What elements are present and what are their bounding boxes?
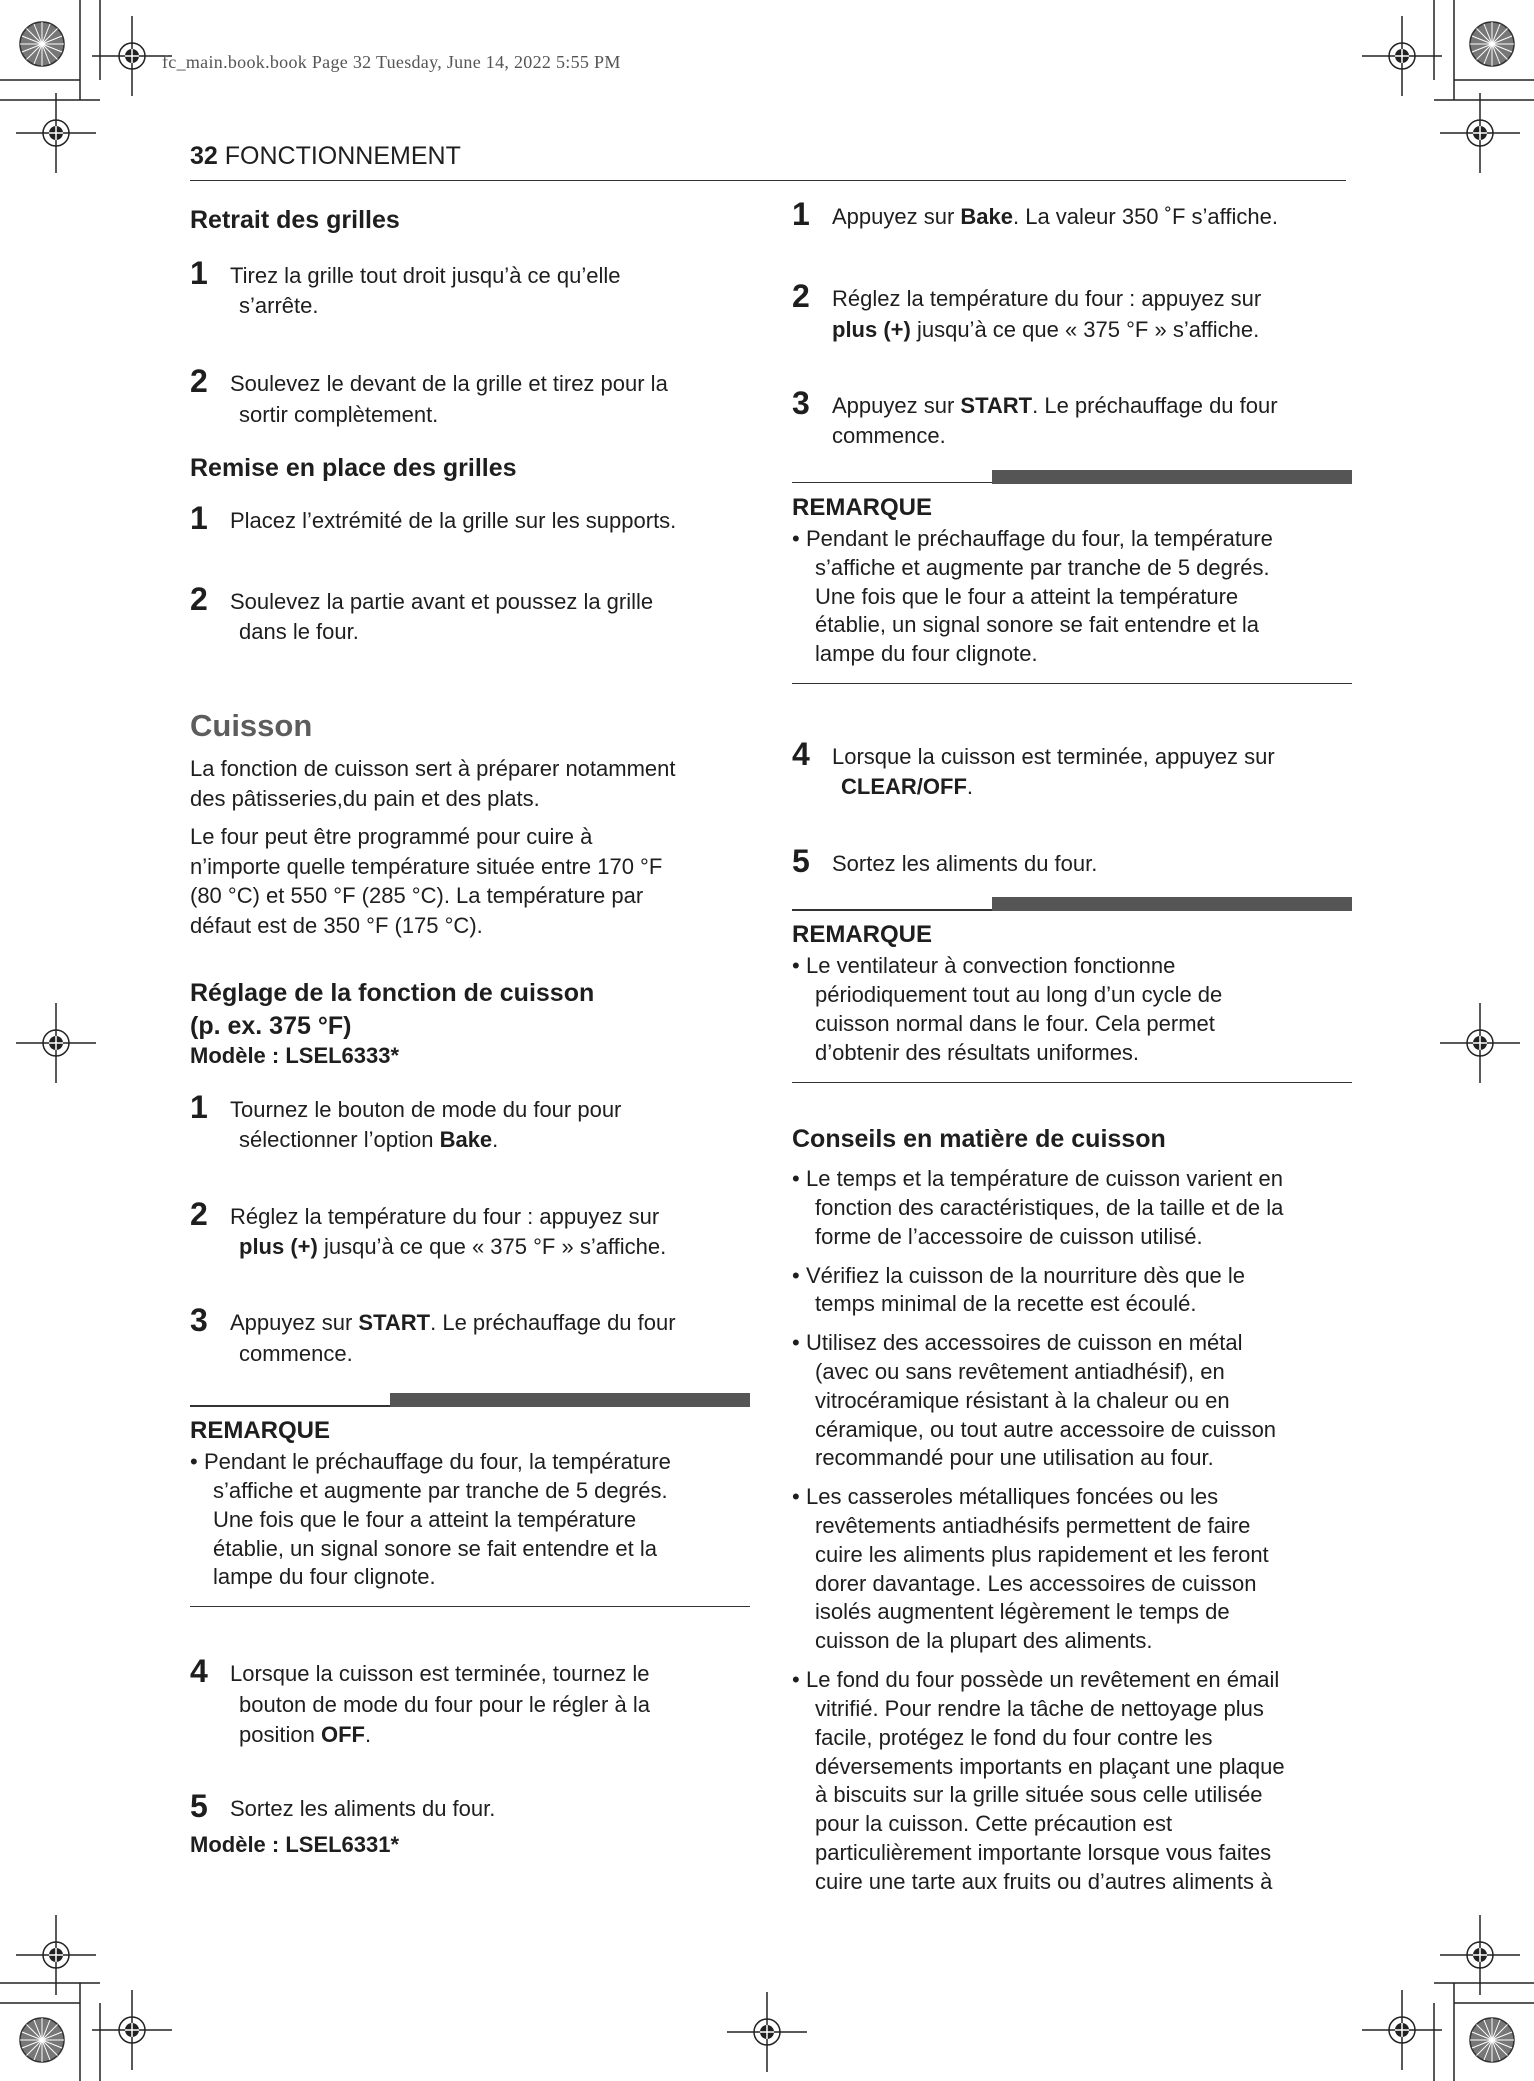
text-run: sélectionner l’option — [239, 1127, 440, 1153]
reglage-step-3 — [190, 1304, 750, 1369]
right-step-5 — [792, 842, 1352, 879]
section-cuisson — [190, 706, 750, 942]
section-retrait — [190, 204, 750, 430]
step-line: Tournez le bouton de mode du four pour — [230, 1096, 622, 1122]
bullet-line: cuire les aliments plus rapidement et les feront — [815, 1541, 1269, 1567]
remarque-bullet — [792, 525, 1352, 669]
key-label: START — [960, 393, 1033, 419]
bullet-text — [806, 1483, 1352, 1656]
remarque-rule — [190, 1393, 750, 1407]
remarque-rule — [792, 470, 1352, 484]
step-text — [832, 387, 1278, 452]
bullet-line: Le temps et la température de cuisson varient en — [806, 1166, 1283, 1192]
bullet-line: temps minimal de la recette est écoulé. — [815, 1291, 1197, 1317]
bullet-line: isolés augmentent légèrement le temps de — [815, 1599, 1230, 1625]
section-conseils — [792, 1123, 1352, 1897]
bullet-dot: • — [792, 1330, 800, 1356]
bullet-line: vitrifié. Pour rendre la tâche de nettoyage plus — [815, 1695, 1264, 1721]
para-line: La fonction de cuisson sert à préparer notamment — [190, 755, 676, 781]
step-number: 1 — [190, 500, 208, 537]
step-text — [230, 583, 653, 648]
reglage-step-2 — [190, 1195, 750, 1263]
text-run: . — [966, 774, 974, 800]
key-label: plus (+) — [832, 316, 911, 342]
bullet-text — [204, 1448, 750, 1592]
step-number: 4 — [190, 1653, 208, 1690]
section-reglage — [190, 977, 750, 1369]
step-line: Soulevez la partie avant et poussez la grille — [230, 588, 654, 614]
cuisson-intro — [190, 754, 750, 814]
bullet-line: forme de l’accessoire de cuisson utilisé. — [815, 1223, 1203, 1249]
step-text — [832, 738, 1275, 803]
bullet-line: Le fond du four possède un revêtement en émail — [806, 1667, 1280, 1693]
bullet-line: lampe du four clignote. — [815, 641, 1038, 667]
conseil-bullet-4 — [792, 1483, 1352, 1656]
section-remise — [190, 452, 750, 648]
step-number: 2 — [190, 363, 208, 400]
bullet-dot: • — [792, 953, 800, 979]
remarque-box-left — [190, 1393, 750, 1607]
bullet-dot: • — [190, 1449, 198, 1475]
text-run: jusqu’à ce que « 375 °F » s’affiche. — [910, 316, 1260, 342]
page-header — [190, 136, 1346, 181]
step-number: 1 — [190, 254, 208, 291]
step-line: bouton de mode du four pour le régler à la — [239, 1691, 650, 1717]
bullet-line: Une fois que le four a atteint la température — [213, 1506, 637, 1532]
step-number: 4 — [792, 736, 810, 773]
bullet-line: déversements importants en plaçant une plaque — [815, 1753, 1285, 1779]
conseil-bullet-1 — [792, 1165, 1352, 1251]
corner-mark-top-left — [0, 0, 172, 173]
remarque-box-right-1 — [792, 470, 1352, 684]
text-run: . — [364, 1721, 372, 1747]
step-number: 5 — [190, 1788, 208, 1825]
bottom-center-mark — [727, 1992, 807, 2072]
retrait-step-1 — [190, 254, 750, 322]
left-column — [190, 190, 750, 1859]
right-step-1 — [792, 198, 1352, 232]
key-label: OFF — [320, 1721, 365, 1747]
step-text — [230, 1304, 676, 1369]
text-run: position — [239, 1721, 321, 1747]
step-line: s’arrête. — [239, 292, 319, 318]
step-line: Réglez la température du four : appuyez sur — [230, 1203, 660, 1229]
right-column — [792, 190, 1352, 1897]
text-run: Appuyez sur — [230, 1310, 359, 1336]
bullet-line: vitrocéramique résistant à la chaleur ou en — [815, 1387, 1230, 1413]
conseil-bullet-3 — [792, 1329, 1352, 1473]
bullet-dot: • — [792, 1262, 800, 1288]
step-text — [832, 198, 1278, 232]
retrait-heading: Retrait des grilles — [190, 206, 400, 234]
reglage-heading — [190, 977, 750, 1042]
bullet-line: Le ventilateur à convection fonctionne — [806, 953, 1176, 979]
step-line: Réglez la température du four : appuyez sur — [832, 286, 1262, 312]
text-run: . — [492, 1127, 499, 1153]
step-line: Soulevez le devant de la grille et tirez pour la — [230, 371, 668, 397]
step-text — [230, 1198, 666, 1263]
page-number: 32 — [190, 142, 218, 170]
step-number: 1 — [190, 1088, 208, 1125]
step-line: commence. — [832, 423, 946, 449]
corner-mark-bottom-right — [1362, 1915, 1534, 2081]
bullet-dot: • — [792, 525, 800, 551]
bullet-line: établie, un signal sonore se fait entendre et la — [815, 612, 1259, 638]
para-line: n’importe quelle température située entre 170 °F — [190, 853, 663, 879]
cuisson-range — [190, 822, 750, 942]
step-number: 5 — [792, 842, 810, 879]
model-label-2: Modèle : LSEL6331* — [190, 1831, 400, 1857]
bullet-text — [806, 1262, 1352, 1320]
key-label: START — [358, 1310, 431, 1336]
remarque-bullet — [792, 952, 1352, 1067]
bullet-text — [806, 1666, 1352, 1897]
step-text — [230, 1655, 650, 1750]
bullet-line: lampe du four clignote. — [213, 1564, 436, 1590]
bullet-line: cuire une tarte aux fruits ou d’autres aliments à — [815, 1868, 1273, 1894]
key-label: Bake — [960, 204, 1013, 229]
heading-line: Réglage de la fonction de cuisson — [190, 979, 595, 1008]
step-number: 2 — [190, 580, 208, 617]
step-line — [230, 1125, 621, 1155]
step-line: dans le four. — [239, 619, 359, 645]
step-number: 3 — [190, 1302, 208, 1339]
bullet-text — [806, 1329, 1352, 1473]
text-run: Appuyez sur — [832, 204, 961, 229]
step-line — [230, 1310, 676, 1335]
remarque-bullet — [190, 1448, 750, 1592]
bullet-line: à biscuits sur la grille située sous celle utilisée — [815, 1782, 1263, 1808]
bullet-line: fonction des caractéristiques, de la taille et de la — [815, 1194, 1284, 1220]
remise-step-1 — [190, 502, 750, 536]
remarque-box-right-2 — [792, 897, 1352, 1082]
bullet-dot: • — [792, 1667, 800, 1693]
bullet-line: cuisson normal dans le four. Cela permet — [815, 1010, 1215, 1036]
bullet-line: Une fois que le four a atteint la température — [815, 583, 1239, 609]
bullet-line: Vérifiez la cuisson de la nourriture dès que le — [806, 1262, 1246, 1288]
remarque-title: REMARQUE — [792, 493, 933, 521]
cuisson-heading: Cuisson — [190, 707, 313, 743]
bullet-text — [806, 952, 1352, 1067]
para-line: (80 °C) et 550 °F (285 °C). La température par — [190, 883, 644, 909]
retrait-step-2 — [190, 365, 750, 430]
reglage-step-1 — [190, 1088, 750, 1156]
step-line: Lorsque la cuisson est terminée, appuyez sur — [832, 744, 1275, 770]
step-line: sortir complètement. — [239, 401, 439, 427]
text-run: . Le préchauffage du four — [430, 1310, 676, 1336]
bullet-line: dorer davantage. Les accessoires de cuisson — [815, 1570, 1257, 1596]
step-line: Tirez la grille tout droit jusqu’à ce qu’elle — [230, 262, 621, 288]
right-step-2 — [792, 280, 1352, 345]
heading-line: (p. ex. 375 °F) — [190, 1011, 352, 1040]
step-line — [230, 1232, 666, 1262]
right-step-4 — [792, 738, 1352, 803]
corner-mark-top-right — [1362, 0, 1534, 173]
remarque-title: REMARQUE — [792, 921, 933, 949]
step-number: 1 — [792, 196, 810, 232]
bullet-dot: • — [792, 1484, 800, 1510]
conseils-heading: Conseils en matière de cuisson — [792, 1124, 1166, 1153]
remise-heading: Remise en place des grilles — [190, 453, 517, 482]
bullet-line: (avec ou sans revêtement antiadhésif), en — [815, 1358, 1225, 1384]
reglage-step-4 — [190, 1655, 750, 1750]
step-number: 2 — [792, 278, 810, 315]
para-line: des pâtisseries,du pain et des plats. — [190, 785, 540, 811]
step-text: Placez l’extrémité de la grille sur les supports. — [230, 508, 677, 534]
step-number: 2 — [190, 1195, 208, 1232]
step-line — [832, 772, 1275, 802]
step-line: commence. — [239, 1340, 353, 1366]
conseil-bullet-5 — [792, 1666, 1352, 1897]
step-text — [832, 280, 1261, 345]
text-run: . La valeur 350 ˚F s’affiche. — [1013, 204, 1278, 229]
para-line: Le four peut être programmé pour cuire à — [190, 823, 593, 849]
text-run: Appuyez sur — [832, 393, 961, 419]
corner-mark-bottom-left — [0, 1915, 172, 2081]
reglage-step-5 — [190, 1790, 750, 1824]
remise-step-2 — [190, 580, 750, 648]
key-label: plus (+) — [239, 1233, 318, 1259]
bullet-line: facile, protégez le fond du four contre les — [815, 1724, 1213, 1750]
side-mark-right — [1440, 1003, 1520, 1083]
key-label: CLEAR/OFF — [841, 774, 967, 800]
section-title: FONCTIONNEMENT — [224, 142, 461, 170]
step-text: Sortez les aliments du four. — [230, 1796, 496, 1822]
step-text — [230, 257, 621, 322]
step-text: Sortez les aliments du four. — [832, 850, 1098, 876]
text-run: . Le préchauffage du four — [1032, 393, 1278, 419]
right-step-3 — [792, 387, 1352, 452]
text-run: jusqu’à ce que « 375 °F » s’affiche. — [317, 1233, 667, 1259]
remarque-rule — [792, 897, 1352, 911]
key-label: Bake — [439, 1127, 493, 1153]
bullet-line: particulièrement importante lorsque vous faites — [815, 1839, 1272, 1865]
bullet-line: Pendant le préchauffage du four, la température — [204, 1449, 671, 1475]
conseil-bullet-2 — [792, 1262, 1352, 1320]
bullet-line: pour la cuisson. Cette précaution est — [815, 1811, 1173, 1837]
step-text — [230, 365, 668, 430]
bullet-text — [806, 525, 1352, 669]
bullet-line: Pendant le préchauffage du four, la température — [806, 525, 1273, 551]
bullet-line: d’obtenir des résultats uniformes. — [815, 1039, 1140, 1065]
bullet-line: s’affiche et augmente par tranche de 5 degrés. — [815, 554, 1270, 580]
remarque-title: REMARQUE — [190, 1417, 331, 1444]
bullet-line: recommandé pour une utilisation au four. — [815, 1445, 1214, 1471]
step-line: Lorsque la cuisson est terminée, tournez le — [230, 1661, 650, 1687]
bullet-line: établie, un signal sonore se fait entendre et la — [213, 1535, 657, 1561]
side-mark-left — [16, 1003, 96, 1083]
step-line — [230, 1720, 650, 1750]
bullet-line: céramique, ou tout autre accessoire de cuisson — [815, 1416, 1277, 1442]
bullet-line: revêtements antiadhésifs permettent de faire — [815, 1513, 1251, 1538]
bullet-line: Les casseroles métalliques foncées ou les — [806, 1484, 1219, 1510]
bullet-line: périodiquement tout au long d’un cycle de — [815, 982, 1223, 1008]
bullet-line: cuisson de la plupart des aliments. — [815, 1628, 1153, 1654]
para-line: défaut est de 350 °F (175 °C). — [190, 913, 483, 939]
step-text — [230, 1091, 621, 1156]
bullet-dot: • — [792, 1166, 800, 1192]
model-label: Modèle : LSEL6333* — [190, 1043, 400, 1069]
step-number: 3 — [792, 385, 810, 422]
print-slug: fc_main.book.book Page 32 Tuesday, June 14, 2022 5:55 PM — [162, 52, 621, 72]
bullet-line: s’affiche et augmente par tranche de 5 degrés. — [213, 1478, 668, 1503]
bullet-line: Utilisez des accessoires de cuisson en métal — [806, 1330, 1243, 1356]
bullet-text — [806, 1165, 1352, 1251]
